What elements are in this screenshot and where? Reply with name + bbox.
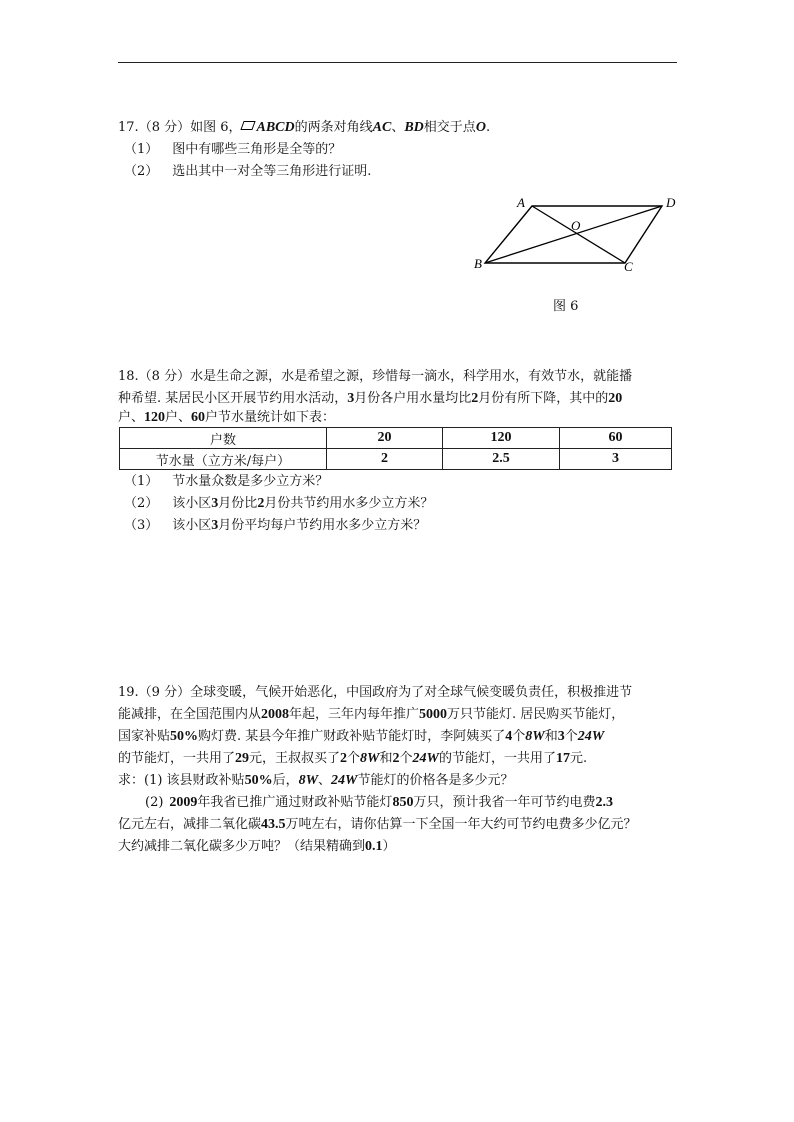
table-cell: 60: [560, 428, 672, 449]
q19-line-8: 大约减排二氧化碳多少万吨？（结果精确到0.1）: [118, 839, 396, 854]
table-cell: 20: [327, 428, 443, 449]
q19-line-4: 的节能灯，一共用了29元，王叔叔买了2个8W和2个24W的节能灯，一共用了17元.: [118, 751, 588, 766]
q19-line-6: (2) 2009年我省已推广通过财政补贴节能灯850万只，预计我省一年可节约电费2.3: [145, 795, 613, 810]
table-cell: 120: [443, 428, 560, 449]
q18-part3: （3） 该小区3月份平均每户节约用水多少立方米？: [124, 518, 427, 533]
table-cell: 节水量（立方米/每户）: [120, 449, 327, 470]
svg-text:B: B: [474, 256, 482, 271]
svg-text:C: C: [624, 259, 633, 274]
table-cell: 户数: [120, 428, 327, 449]
q17-part1: （1） 图中有哪些三角形是全等的？: [124, 142, 342, 157]
header-rule: [118, 62, 677, 63]
q19-line-3: 国家补贴50%购灯费. 某县今年推广财政补贴节能灯时，李阿姨买了4个8W和3个24W: [118, 729, 605, 744]
svg-text:D: D: [666, 195, 676, 210]
table-cell: 2.5: [443, 449, 560, 470]
q18-line-1: 18.（8 分）水是生命之源，水是希望之源，珍惜每一滴水，科学用水，有效节水，就能播: [118, 369, 633, 384]
water-saving-table: [119, 427, 672, 470]
q18-line-3: 户、120户、60户节水量统计如下表：: [118, 410, 336, 425]
svg-text:A: A: [517, 195, 525, 210]
q18-part2: （2） 该小区3月份比2月份共节约用水多少立方米？: [124, 496, 434, 511]
q17-part2: （2） 选出其中一对全等三角形进行证明.: [124, 164, 372, 179]
q19-line-2: 能减排，在全国范围内从2008年起，三年内每年推广5000万只节能灯. 居民购买节能灯，: [118, 707, 625, 722]
figure-6-parallelogram: [470, 190, 685, 275]
parallelogram-icon: [240, 121, 255, 130]
svg-text:O: O: [571, 218, 581, 233]
q17-stem: 17.（8 分）如图 6， ABCD的两条对角线AC、BD相交于点O.: [118, 120, 491, 135]
q19-line-1: 19.（9 分）全球变暖，气候开始恶化，中国政府为了对全球气候变暖负责任，积极推进节: [118, 685, 633, 700]
q19-line-7: 亿元左右，减排二氧化碳43.5万吨左右，请你估算一下全国一年大约可节约电费多少亿元？: [118, 817, 637, 832]
q18-line-2: 种希望. 某居民小区开展节约用水活动，3月份各户用水量均比2月份有所下降，其中的20: [118, 391, 623, 406]
table-row: [120, 449, 672, 470]
table-cell: 3: [560, 449, 672, 470]
table-cell: 2: [327, 449, 443, 470]
q18-part1: （1） 节水量众数是多少立方米？: [124, 474, 329, 489]
figure-caption: 图 6: [553, 299, 579, 314]
q19-line-5: 求：(1) 该县财政补贴50%后，8W、24W节能灯的价格各是多少元？: [118, 773, 514, 788]
table-row: [120, 428, 672, 449]
